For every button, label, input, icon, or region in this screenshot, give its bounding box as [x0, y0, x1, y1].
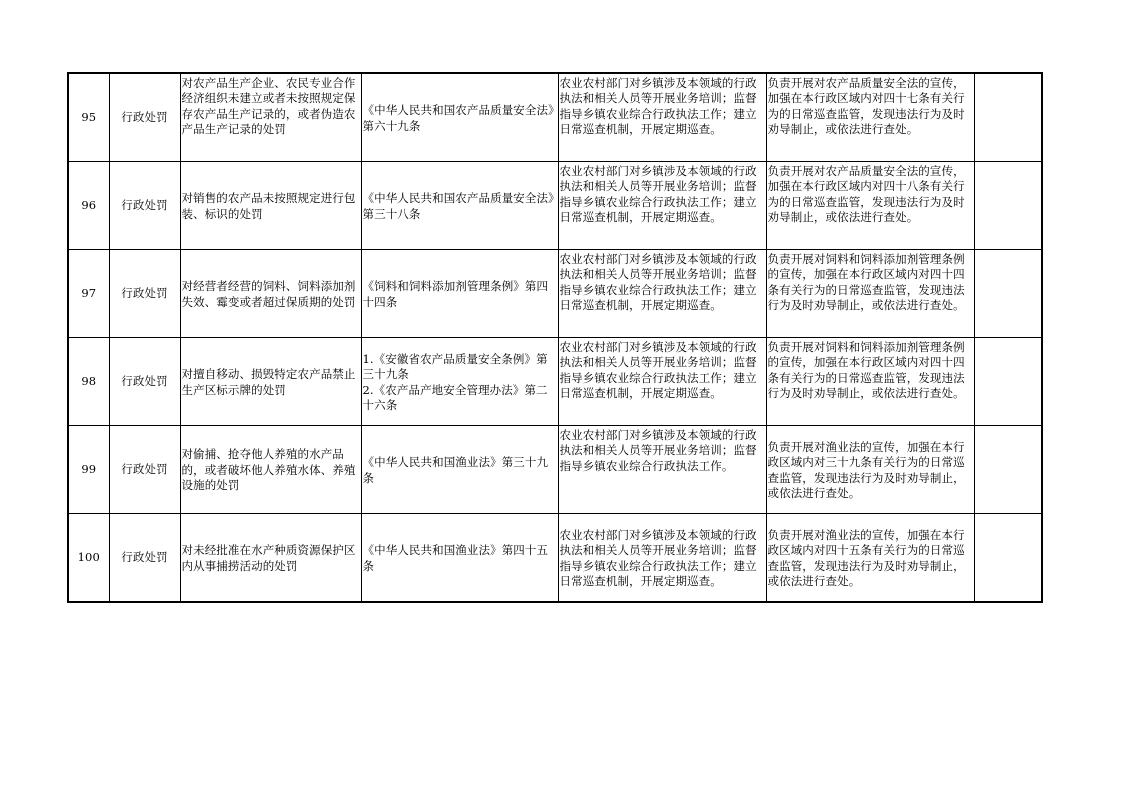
penalty-item: 对农产品生产企业、农民专业合作经济组织未建立或者未按照规定保存农产品生产记录的，或者伪造农产品生产记录的处罚: [180, 73, 361, 162]
department-responsibility: 农业农村部门对乡镇涉及本领域的行政执法和相关人员等开展业务培训；监督指导乡镇农业综合行政执法工作；建立日常巡查机制，开展定期巡查。: [558, 338, 766, 426]
legal-basis-line: 《中华人民共和国农产品质量安全法》第六十九条: [362, 103, 554, 133]
table-row: [68, 162, 1042, 250]
department-responsibility: 农业农村部门对乡镇涉及本领域的行政执法和相关人员等开展业务培训；监督指导乡镇农业综合行政执法工作；建立日常巡查机制，开展定期巡查。: [558, 514, 766, 603]
table-row: [68, 338, 1042, 426]
legal-basis-line: 《中华人民共和国渔业法》第四十五条: [362, 543, 549, 573]
township-responsibility: 负责开展对饲料和饲料添加剂管理条例的宣传，加强在本行政区域内对四十四条有关行为的日常巡查监管，发现违法行为及时劝导制止，或依法进行查处。: [766, 250, 974, 338]
regulation-table: [67, 72, 1043, 603]
legal-basis-line: 《饲料和饲料添加剂管理条例》第四十四条: [362, 279, 549, 309]
legal-basis: [361, 426, 558, 514]
row-number: 96: [68, 162, 109, 250]
legal-basis-line: 《中华人民共和国渔业法》第三十九条: [362, 455, 549, 485]
legal-basis: [361, 73, 558, 162]
department-responsibility: 农业农村部门对乡镇涉及本领域的行政执法和相关人员等开展业务培训；监督指导乡镇农业综合行政执法工作。: [558, 426, 766, 514]
row-number: 97: [68, 250, 109, 338]
penalty-item: 对经营者经营的饲料、饲料添加剂失效、霉变或者超过保质期的处罚: [180, 250, 361, 338]
legal-basis: [361, 162, 558, 250]
penalty-item: 对擅自移动、损毁特定农产品禁止生产区标示牌的处罚: [180, 338, 361, 426]
legal-basis-line: 2.《农产品产地安全管理办法》第二十六条: [362, 382, 548, 412]
township-responsibility: 负责开展对农产品质量安全法的宣传，加强在本行政区域内对四十七条有关行为的日常巡查监管，发现违法行为及时劝导制止，或依法进行查处。: [766, 73, 974, 162]
penalty-item: 对偷捕、抢夺他人养殖的水产品的，或者破坏他人养殖水体、养殖设施的处罚: [180, 426, 361, 514]
legal-basis-line: 《中华人民共和国农产品质量安全法》第三十八条: [362, 191, 554, 221]
legal-basis: [361, 514, 558, 603]
penalty-type: 行政处罚: [109, 162, 180, 250]
penalty-item: 对销售的农产品未按照规定进行包装、标识的处罚: [180, 162, 361, 250]
remark-cell: [974, 514, 1042, 603]
penalty-item: 对未经批准在水产种质资源保护区内从事捕捞活动的处罚: [180, 514, 361, 603]
township-responsibility: 负责开展对渔业法的宣传，加强在本行政区域内对四十五条有关行为的日常巡查监管，发现违法行为及时劝导制止，或依法进行查处。: [766, 514, 974, 603]
township-responsibility: 负责开展对饲料和饲料添加剂管理条例的宣传，加强在本行政区域内对四十四条有关行为的日常巡查监管，发现违法行为及时劝导制止，或依法进行查处。: [766, 338, 974, 426]
remark-cell: [974, 250, 1042, 338]
penalty-type: 行政处罚: [109, 73, 180, 162]
legal-basis: [361, 338, 558, 426]
remark-cell: [974, 73, 1042, 162]
table-row: [68, 426, 1042, 514]
table-row: [68, 514, 1042, 603]
township-responsibility: 负责开展对农产品质量安全法的宣传，加强在本行政区域内对四十八条有关行为的日常巡查监管，发现违法行为及时劝导制止，或依法进行查处。: [766, 162, 974, 250]
penalty-type: 行政处罚: [109, 426, 180, 514]
department-responsibility: 农业农村部门对乡镇涉及本领域的行政执法和相关人员等开展业务培训；监督指导乡镇农业综合行政执法工作；建立日常巡查机制，开展定期巡查。: [558, 162, 766, 250]
remark-cell: [974, 426, 1042, 514]
penalty-type: 行政处罚: [109, 338, 180, 426]
row-number: 100: [68, 514, 109, 603]
department-responsibility: 农业农村部门对乡镇涉及本领域的行政执法和相关人员等开展业务培训；监督指导乡镇农业综合行政执法工作；建立日常巡查机制，开展定期巡查。: [558, 250, 766, 338]
penalty-type: 行政处罚: [109, 514, 180, 603]
legal-basis-line: 1.《安徽省农产品质量安全条例》第三十九条: [362, 351, 548, 382]
row-number: 99: [68, 426, 109, 514]
row-number: 98: [68, 338, 109, 426]
penalty-type: 行政处罚: [109, 250, 180, 338]
legal-basis: [361, 250, 558, 338]
department-responsibility: 农业农村部门对乡镇涉及本领域的行政执法和相关人员等开展业务培训；监督指导乡镇农业综合行政执法工作；建立日常巡查机制，开展定期巡查。: [558, 73, 766, 162]
remark-cell: [974, 162, 1042, 250]
township-responsibility: 负责开展对渔业法的宣传，加强在本行政区域内对三十九条有关行为的日常巡查监管，发现违法行为及时劝导制止，或依法进行查处。: [766, 426, 974, 514]
remark-cell: [974, 338, 1042, 426]
row-number: 95: [68, 73, 109, 162]
table-row: [68, 73, 1042, 162]
table-row: [68, 250, 1042, 338]
